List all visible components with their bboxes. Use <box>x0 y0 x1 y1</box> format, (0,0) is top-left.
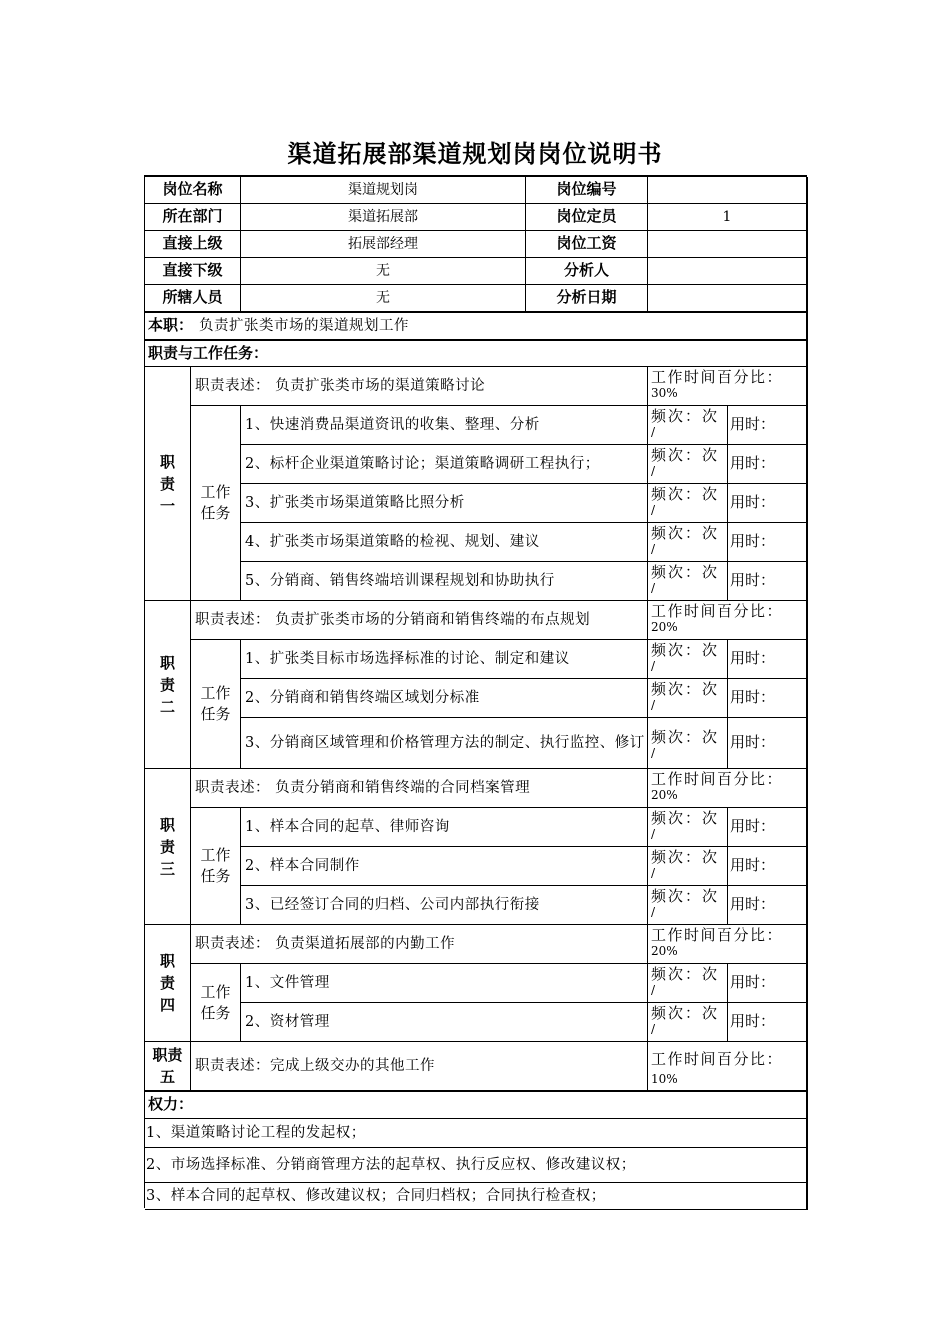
duty-2-statement: 职责表述： 负责扩张类市场的分销商和销售终端的布点规划 <box>191 601 648 640</box>
duty-4-task-1-freq: 频次：次 / <box>648 964 728 1003</box>
duty-3-task-2-time: 用时： <box>728 847 808 886</box>
duty-2-task-2: 2、分销商和销售终端区域划分标准 <box>241 679 648 718</box>
authority-title: 权力： <box>145 1092 808 1119</box>
analyst-label: 分析人 <box>526 258 648 285</box>
duty-1-task-3-freq: 频次：次 / <box>648 484 728 523</box>
duties-title: 职责与工作任务： <box>145 341 808 367</box>
duty-2-task-3-freq: 频次：次 / <box>648 718 728 769</box>
duty-2-task-2-freq: 频次：次 / <box>648 679 728 718</box>
duty-1-task-3: 3、扩张类市场渠道策略比照分析 <box>241 484 648 523</box>
position-no-value <box>648 177 808 204</box>
duty-2-pct: 工作时间百分比： 20% <box>648 601 808 640</box>
salary-value <box>648 231 808 258</box>
duty-3-task-2: 2、样本合同制作 <box>241 847 648 886</box>
duty-3-task-1-time: 用时： <box>728 808 808 847</box>
analyst-value <box>648 258 808 285</box>
job-description-table <box>144 175 807 1208</box>
duty-3-task-label: 工作 任务 <box>191 808 241 925</box>
duty-1-task-label: 工作 任务 <box>191 406 241 601</box>
duty-3-task-3-freq: 频次：次 / <box>648 886 728 925</box>
duty-1-task-1-time: 用时： <box>728 406 808 445</box>
authority-2: 2、市场选择标准、分销商管理方法的起草权、执行反应权、修改建议权； <box>145 1148 808 1183</box>
duty-1-task-2: 2、标杆企业渠道策略讨论；渠道策略调研工程执行； <box>241 445 648 484</box>
department-value: 渠道拓展部 <box>241 204 526 231</box>
duty-5-label: 职责 五 <box>145 1042 191 1092</box>
duty-4-task-1: 1、文件管理 <box>241 964 648 1003</box>
duty-2-task-label: 工作 任务 <box>191 640 241 769</box>
duty-1-task-1-freq: 频次：次 / <box>648 406 728 445</box>
duty-1-label: 职 责 一 <box>145 367 191 601</box>
duty-3-task-1-freq: 频次：次 / <box>648 808 728 847</box>
core-duty-text: 负责扩张类市场的渠道规划工作 <box>199 317 410 334</box>
subordinate-label: 直接下级 <box>145 258 241 285</box>
core-duty-row <box>145 313 808 341</box>
position-no-label: 岗位编号 <box>526 177 648 204</box>
duty-2-label: 职 责 二 <box>145 601 191 769</box>
duty-1-task-3-time: 用时： <box>728 484 808 523</box>
duty-1-task-5-freq: 频次：次 / <box>648 562 728 601</box>
duty-3-task-2-freq: 频次：次 / <box>648 847 728 886</box>
core-duty-label: 本职： <box>148 316 194 335</box>
duty-2-task-1-freq: 频次：次 / <box>648 640 728 679</box>
salary-label: 岗位工资 <box>526 231 648 258</box>
duty-1-task-2-time: 用时： <box>728 445 808 484</box>
duty-3-task-3: 3、已经签订合同的归档、公司内部执行衔接 <box>241 886 648 925</box>
position-name-label: 岗位名称 <box>145 177 241 204</box>
duty-3-label: 职 责 三 <box>145 769 191 925</box>
duty-4-statement: 职责表述： 负责渠道拓展部的内勤工作 <box>191 925 648 964</box>
duty-4-task-1-time: 用时： <box>728 964 808 1003</box>
duty-1-task-4-time: 用时： <box>728 523 808 562</box>
duty-2-task-3-time: 用时： <box>728 718 808 769</box>
staff-label: 所辖人员 <box>145 285 241 313</box>
duty-4-task-2-freq: 频次：次 / <box>648 1003 728 1042</box>
duty-1-task-5-time: 用时： <box>728 562 808 601</box>
authority-3: 3、样本合同的起草权、修改建议权；合同归档权；合同执行检查权； <box>145 1183 808 1210</box>
staff-value: 无 <box>241 285 526 313</box>
duty-2-task-3: 3、分销商区域管理和价格管理方法的制定、执行监控、修订 <box>241 718 648 769</box>
duty-1-task-4: 4、扩张类市场渠道策略的检视、规划、建议 <box>241 523 648 562</box>
headcount-label: 岗位定员 <box>526 204 648 231</box>
duty-3-pct: 工作时间百分比： 20% <box>648 769 808 808</box>
duty-1-task-5: 5、分销商、销售终端培训课程规划和协助执行 <box>241 562 648 601</box>
duty-4-task-label: 工作 任务 <box>191 964 241 1042</box>
duty-1-pct: 工作时间百分比： 30% <box>648 367 808 406</box>
department-label: 所在部门 <box>145 204 241 231</box>
duty-5-statement: 职责表述：完成上级交办的其他工作 <box>191 1042 648 1092</box>
duty-4-task-2: 2、资材管理 <box>241 1003 648 1042</box>
duty-1-task-1: 1、快速消费品渠道资讯的收集、整理、分析 <box>241 406 648 445</box>
analysis-date-value <box>648 285 808 313</box>
duty-1-task-4-freq: 频次：次 / <box>648 523 728 562</box>
headcount-value: 1 <box>648 204 808 231</box>
subordinate-value: 无 <box>241 258 526 285</box>
duty-2-task-1: 1、扩张类目标市场选择标准的讨论、制定和建议 <box>241 640 648 679</box>
superior-value: 拓展部经理 <box>241 231 526 258</box>
duty-2-task-1-time: 用时： <box>728 640 808 679</box>
duty-3-task-1: 1、样本合同的起草、律师咨询 <box>241 808 648 847</box>
duty-1-task-2-freq: 频次：次 / <box>648 445 728 484</box>
duty-3-statement: 职责表述： 负责分销商和销售终端的合同档案管理 <box>191 769 648 808</box>
authority-1: 1、渠道策略讨论工程的发起权； <box>145 1119 808 1148</box>
page-title: 渠道拓展部渠道规划岗岗位说明书 <box>287 140 663 168</box>
duty-4-label: 职 责 四 <box>145 925 191 1042</box>
duty-4-pct: 工作时间百分比： 20% <box>648 925 808 964</box>
position-name-value: 渠道规划岗 <box>241 177 526 204</box>
duty-2-task-2-time: 用时： <box>728 679 808 718</box>
duty-3-task-3-time: 用时： <box>728 886 808 925</box>
duty-4-task-2-time: 用时： <box>728 1003 808 1042</box>
superior-label: 直接上级 <box>145 231 241 258</box>
analysis-date-label: 分析日期 <box>526 285 648 313</box>
duty-5-pct: 工作时间百分比： 10% <box>648 1042 808 1092</box>
duty-1-statement: 职责表述： 负责扩张类市场的渠道策略讨论 <box>191 367 648 406</box>
